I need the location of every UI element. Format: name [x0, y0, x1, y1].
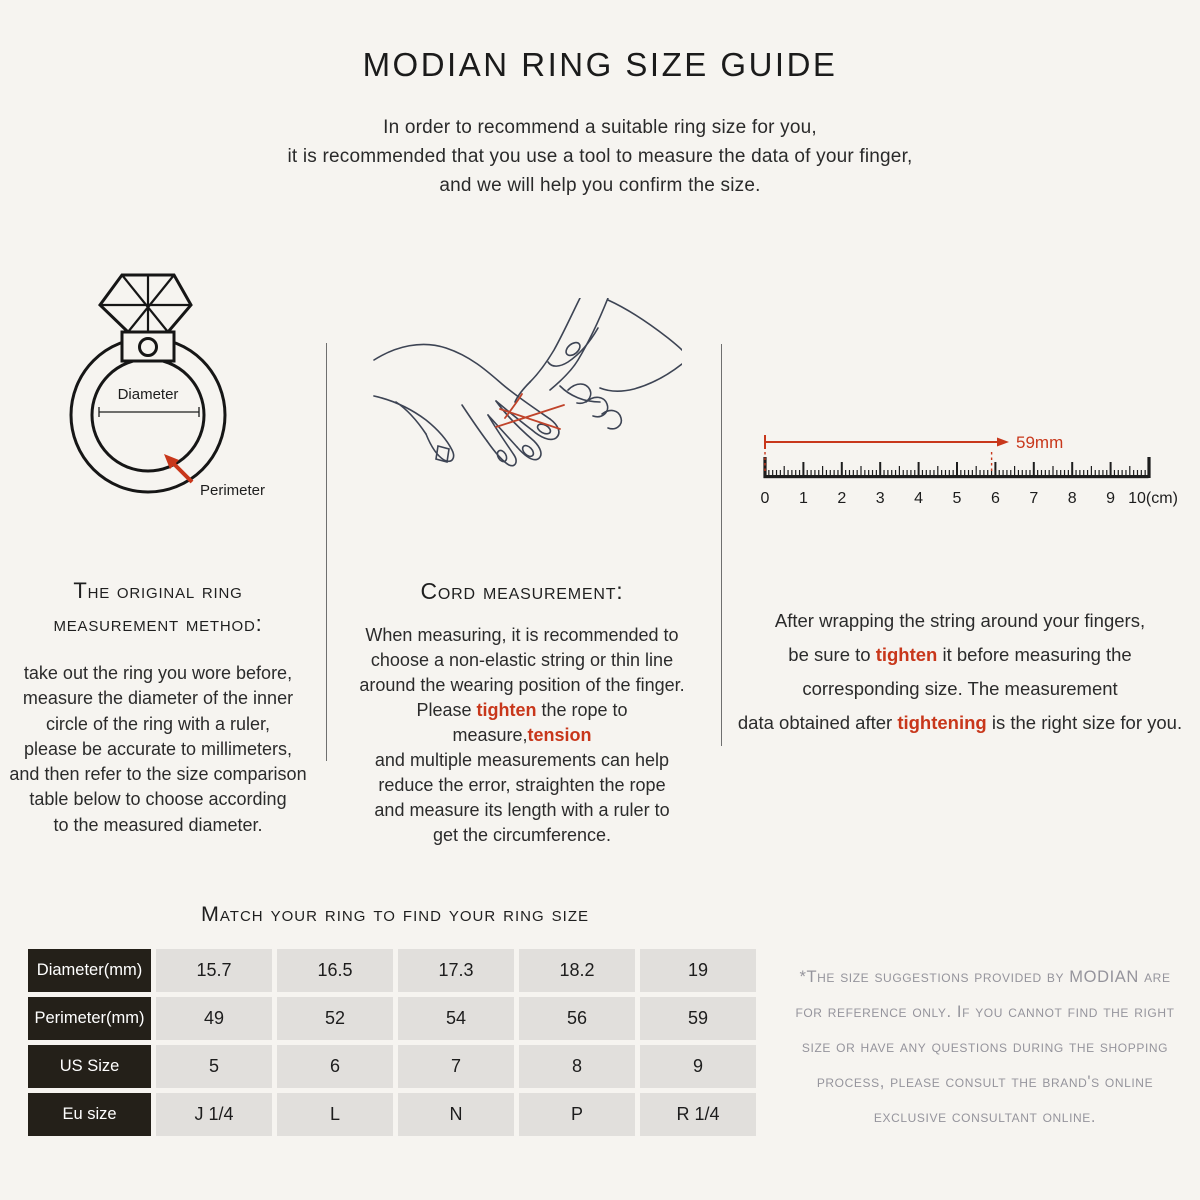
table-cell: 54: [398, 997, 514, 1040]
svg-text:0: 0: [760, 490, 770, 507]
row-header-perimeter: Perimeter(mm): [28, 997, 151, 1040]
table-cell: 16.5: [277, 949, 393, 992]
cord-measurement-body: When measuring, it is recommended to choose a non-elastic string or thin line around the wearing position of the finger. Please tighten the rope to measure,tension and multiple measurements can help reduce the error, straighten the rope and measure its length with a ruler to get the circumference.: [359, 625, 685, 845]
highlight-tension: tension: [527, 725, 592, 745]
original-method-heading: The original ring measurement method:: [53, 578, 263, 636]
hand-measurement-illustration: [372, 298, 682, 498]
disclaimer-text: *The size suggestions provided by MODIAN are for reference only. If you cannot find the right size or have any questions during the shopping process, please consult the brand's online exclusive consultant online.: [795, 968, 1175, 1126]
table-cell: 17.3: [398, 949, 514, 992]
cord-measurement-heading: Cord measurement:: [420, 578, 624, 604]
svg-text:7: 7: [1029, 490, 1039, 507]
svg-text:3: 3: [875, 490, 885, 507]
table-cell: 18.2: [519, 949, 635, 992]
highlight-tighten: tighten: [875, 644, 938, 665]
svg-text:2: 2: [837, 490, 847, 507]
table-cell: 19: [640, 949, 756, 992]
intro-text: [0, 113, 1200, 200]
table-cell: 8: [519, 1045, 635, 1088]
cord-measurement-section: [350, 578, 694, 848]
original-method-body: take out the ring you wore before, measure the diameter of the inner circle of the ring with a ruler, please be accurate to millimeters, and then refer to the size comparison table below to choose according to the measured diameter.: [9, 663, 307, 835]
size-table-heading: Match your ring to find your ring size: [200, 902, 589, 926]
table-cell: 15.7: [156, 949, 272, 992]
table-cell: P: [519, 1093, 635, 1136]
svg-text:9: 9: [1106, 490, 1116, 507]
ring-diagram: [52, 258, 272, 508]
row-header-diameter: Diameter(mm): [28, 949, 151, 992]
table-cell: 6: [277, 1045, 393, 1088]
row-header-us-size: US Size: [28, 1045, 151, 1088]
table-cell: 52: [277, 997, 393, 1040]
hands-line-art: [374, 298, 682, 466]
measure-arrow-icon: [765, 435, 1009, 473]
measurement-value: 59mm: [1016, 433, 1064, 452]
diameter-measure-line: [99, 407, 199, 417]
intro-line: and we will help you confirm the size.: [439, 175, 761, 196]
highlight-tightening: tightening: [897, 712, 987, 733]
table-cell: 59: [640, 997, 756, 1040]
table-cell: 7: [398, 1045, 514, 1088]
intro-line: In order to recommend a suitable ring size for you,: [383, 117, 817, 138]
table-cell: N: [398, 1093, 514, 1136]
vertical-divider: [721, 344, 722, 746]
page-title: MODIAN RING SIZE GUIDE: [362, 46, 838, 83]
svg-text:4: 4: [914, 490, 924, 507]
table-cell: 56: [519, 997, 635, 1040]
ruler-scale-labels: [761, 490, 1178, 507]
after-wrapping-section: After wrapping the string around your fingers, be sure to tighten it before measuring the corresponding size. The measurement data obtained after tightening is the right size for you.: [737, 610, 1183, 733]
diamond-shape: [100, 275, 191, 332]
svg-text:8: 8: [1067, 490, 1077, 507]
table-cell: R 1/4: [640, 1093, 756, 1136]
row-header-eu-size: Eu size: [28, 1093, 151, 1136]
original-method-section: [8, 574, 308, 838]
svg-text:6: 6: [990, 490, 1000, 507]
ring-size-table: [28, 949, 756, 1136]
intro-line: it is recommended that you use a tool to measure the data of your finger,: [287, 146, 913, 167]
ruler-ticks: [765, 457, 1149, 478]
table-cell: L: [277, 1093, 393, 1136]
perimeter-label: Perimeter: [200, 482, 266, 499]
svg-text:5: 5: [952, 490, 962, 507]
ring-setting: [122, 332, 174, 361]
table-cell: 5: [156, 1045, 272, 1088]
svg-text:1: 1: [798, 490, 808, 507]
vertical-divider: [326, 343, 327, 761]
diameter-label: Diameter: [117, 386, 179, 403]
ruler-illustration: [748, 412, 1200, 512]
svg-text:10(cm): 10(cm): [1128, 490, 1178, 507]
table-cell: 49: [156, 997, 272, 1040]
red-string: [496, 394, 564, 429]
highlight-tighten: tighten: [476, 700, 537, 720]
table-cell: 9: [640, 1045, 756, 1088]
table-cell: J 1/4: [156, 1093, 272, 1136]
